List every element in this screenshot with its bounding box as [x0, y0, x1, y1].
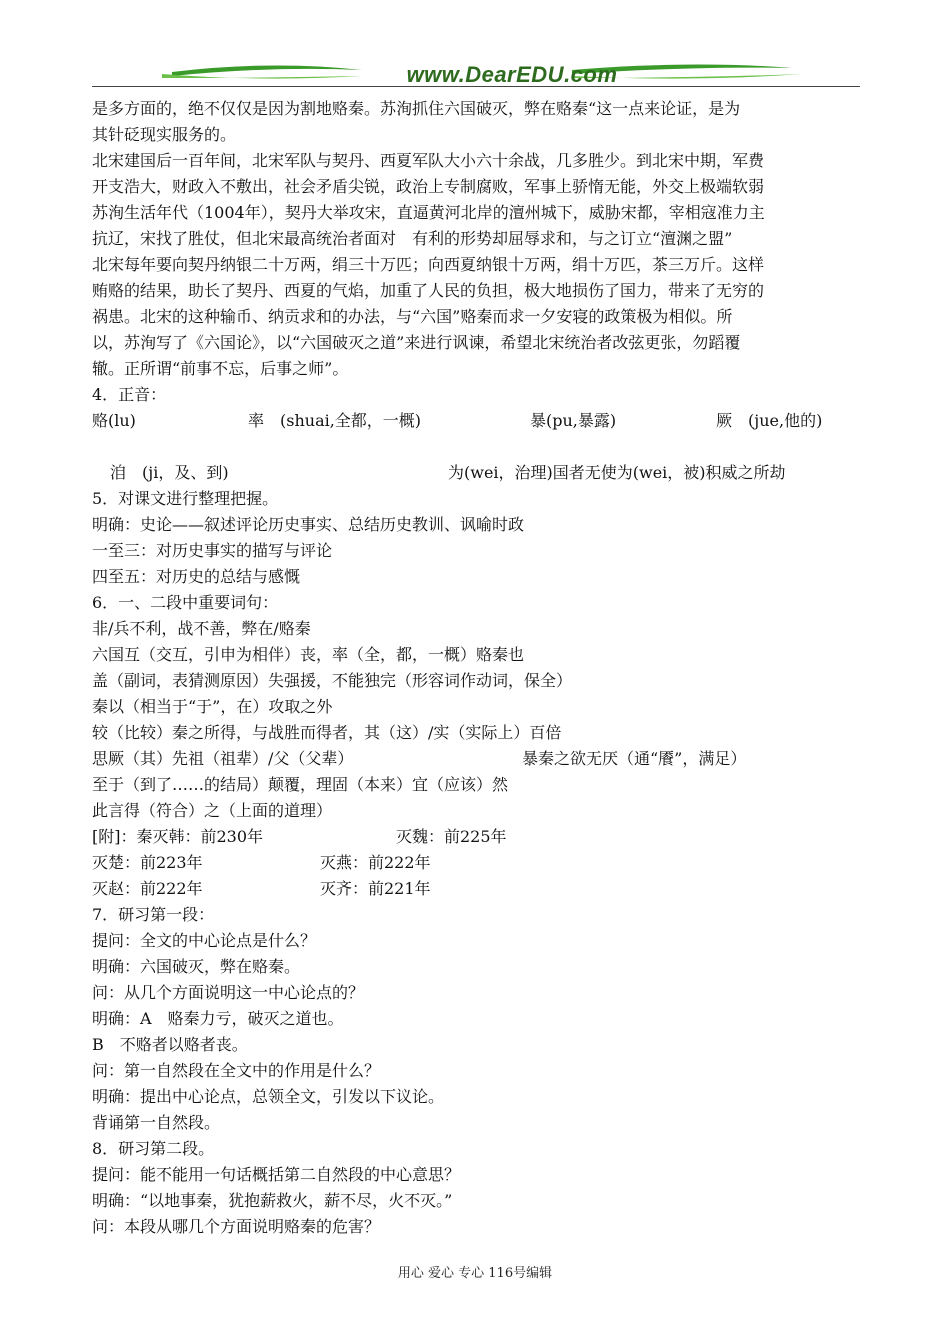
appendix-item: 灭楚：前223年 [92, 853, 203, 872]
appendix-row [92, 824, 867, 850]
appendix-item: [附]：秦灭韩：前230年 [92, 827, 264, 846]
pronunciation-item: 暴(pu,暴露) [530, 411, 617, 430]
pronunciation-item: 厥 (jue,他的) [716, 411, 823, 430]
section-heading: 8．研习第二段。 [92, 1139, 215, 1158]
paragraph-line: 以，苏洵写了《六国论》，以“六国破灭之道”来进行讽谏，希望北宋统治者改弦更张，勿蹈覆 [92, 333, 741, 352]
text-segment: 暴秦之欲无厌（通“餍”，满足） [522, 749, 747, 768]
paragraph-line: 苏洵生活年代（1004年），契丹大举攻宋，直逼黄河北岸的澶州城下，威胁宋都，宰相寇准力主 [92, 203, 765, 222]
section-heading: 6．一、二段中重要词句： [92, 593, 279, 612]
text-line: 明确：“以地事秦，犹抱薪救火，薪不尽，火不灭。” [92, 1191, 453, 1210]
text-line: 明确：史论——叙述评论历史事实、总结历史教训、讽喻时政 [92, 515, 525, 534]
site-header [92, 56, 860, 90]
text-line: B 不赂者以赂者丧。 [92, 1035, 248, 1054]
paragraph-line: 北宋每年要向契丹纳银二十万两，绢三十万匹；向西夏纳银十万两，绢十万匹，茶三万斤。这样 [92, 255, 765, 274]
pronunciation-item: 洎 (ji，及、到) [110, 463, 229, 482]
appendix-item: 灭燕：前222年 [320, 853, 431, 872]
header-rule [92, 86, 860, 87]
text-segment: 思厥（其）先祖（祖辈）/父（父辈） [92, 749, 354, 768]
text-line: 明确：提出中心论点，总领全文，引发以下议论。 [92, 1087, 445, 1106]
text-line: 较（比较）秦之所得，与战胜而得者，其（这）/实（实际上）百倍 [92, 723, 562, 742]
text-line: 明确：六国破灭，弊在赂秦。 [92, 957, 301, 976]
paragraph-line: 辙。正所谓“前事不忘，后事之师”。 [92, 359, 349, 378]
text-line: 背诵第一自然段。 [92, 1113, 221, 1132]
document-body [92, 96, 867, 1240]
text-line: 提问：全文的中心论点是什么？ [92, 931, 317, 950]
text-line: 至于（到了……的结局）颠覆，理固（本来）宜（应该）然 [92, 775, 509, 794]
text-line: 问：第一自然段在全文中的作用是什么？ [92, 1061, 381, 1080]
section-heading: 7．研习第一段： [92, 905, 215, 924]
page-footer: 用心 爱心 专心 116号编辑 [397, 1266, 553, 1281]
text-line: 问：从几个方面说明这一中心论点的？ [92, 983, 365, 1002]
paragraph-line: 贿赂的结果，助长了契丹、西夏的气焰，加重了人民的负担，极大地损伤了国力，带来了无穷的 [92, 281, 765, 300]
section-heading: 5．对课文进行整理把握。 [92, 489, 279, 508]
appendix-item: 灭齐：前221年 [320, 879, 431, 898]
text-row [92, 746, 867, 772]
pronunciation-item: 率 (shuai,全都，一概) [248, 411, 422, 430]
text-line: 四至五：对历史的总结与感慨 [92, 567, 301, 586]
text-line: 此言得（符合）之（上面的道理） [92, 801, 333, 820]
site-name[interactable]: www.DearEDU.com [406, 62, 618, 87]
text-line: 盖（副词，表猜测原因）失强援，不能独完（形容词作动词，保全） [92, 671, 573, 690]
paragraph-line: 开支浩大，财政入不敷出，社会矛盾尖锐，政治上专制腐败，军事上骄惰无能，外交上极端软弱 [92, 177, 765, 196]
pronunciation-row [92, 408, 867, 434]
text-line: 秦以（相当于“于”，在）攻取之外 [92, 697, 333, 716]
paragraph-line: 祸患。北宋的这种输币、纳贡求和的办法，与“六国”赂秦而求一夕安寝的政策极为相似。所 [92, 307, 733, 326]
text-line: 提问：能不能用一句话概括第二自然段的中心意思？ [92, 1165, 461, 1184]
text-line: 明确：A 赂秦力亏，破灭之道也。 [92, 1009, 344, 1028]
section-heading: 4．正音： [92, 385, 167, 404]
text-line: 非/兵不利，战不善，弊在/赂秦 [92, 619, 311, 638]
paragraph-line: 抗辽，宋找了胜仗，但北宋最高统治者面对 有利的形势却屈辱求和，与之订立“澶渊之盟” [92, 229, 733, 248]
pronunciation-item: 赂(lu) [92, 411, 136, 430]
appendix-item: 灭魏：前225年 [396, 827, 507, 846]
paragraph-line: 其针砭现实服务的。 [92, 125, 237, 144]
text-line: 问：本段从哪几个方面说明赂秦的危害？ [92, 1217, 381, 1236]
paragraph-line: 是多方面的，绝不仅仅是因为割地赂秦。苏洵抓住六国破灭，弊在赂秦“这一点来论证，是为 [92, 99, 741, 118]
text-line: 六国互（交互，引申为相伴）丧，率（全，都，一概）赂秦也 [92, 645, 525, 664]
text-line: 一至三：对历史事实的描写与评论 [92, 541, 333, 560]
appendix-item: 灭赵：前222年 [92, 879, 203, 898]
pronunciation-item: 为(wei，治理)国者无使为(wei，被)积威之所劫 [448, 463, 786, 482]
pronunciation-row [92, 460, 867, 486]
appendix-row [92, 850, 867, 876]
paragraph-line: 北宋建国后一百年间，北宋军队与契丹、西夏军队大小六十余战，几多胜少。到北宋中期，军费 [92, 151, 765, 170]
appendix-row [92, 876, 867, 902]
